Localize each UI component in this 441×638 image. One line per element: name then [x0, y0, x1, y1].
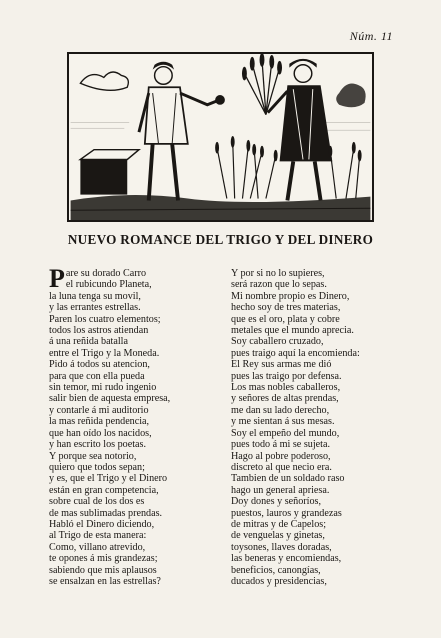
verse-line: Soy el empeño del mundo, — [231, 427, 340, 439]
verse-line: al Trigo de esta manera: — [49, 530, 147, 542]
verse-line: será razon que lo sepas. — [231, 279, 327, 291]
verse-line: ducados y presidencias, — [231, 575, 327, 587]
verse-line: y las errantes estrellas. — [49, 302, 141, 314]
verse-line: me dan su lado derecho, — [231, 404, 330, 416]
verse-line: están en gran competencia, — [49, 484, 159, 496]
verse-line: Tambien de un soldado raso — [231, 473, 345, 485]
verse-line: sabiendo que mis aplausos — [49, 564, 157, 576]
woodcut-illustration — [67, 52, 374, 222]
verse-line: toysones, llaves doradas, — [231, 541, 332, 553]
verse-line: que han oído los nacidos, — [49, 427, 152, 439]
verse-line: El Rey sus armas me dió — [231, 359, 332, 371]
verse-line: hago un general apriesa. — [231, 484, 330, 496]
verse-line: la mas reñida pendencia, — [49, 416, 150, 428]
verse-line: metales que el mundo aprecia. — [231, 325, 354, 337]
woodcut-scene-icon — [69, 54, 372, 220]
verse-line: Mi nombre propio es Dinero, — [231, 290, 350, 302]
verse-line: Los mas nobles caballeros, — [231, 382, 341, 394]
verse-line: entre el Trigo y la Moneda. — [49, 347, 160, 359]
verse-line: Habló el Dinero diciendo, — [49, 518, 155, 530]
verse-line: pues todo á mi se sujeta. — [231, 439, 330, 451]
left-column — [49, 264, 233, 587]
verse-line: puestos, lauros y grandezas — [231, 507, 342, 519]
verse-line: y me sientan á sus mesas. — [231, 416, 335, 428]
verse-line: salir bien de aquesta empresa, — [49, 393, 171, 405]
verse-line: Como, villano atrevido, — [49, 541, 146, 553]
verse-line: y es, que el Trigo y el Dinero — [49, 473, 168, 485]
verse-line: Soy caballero cruzado, — [231, 336, 324, 348]
right-column — [231, 268, 417, 587]
verse-line: beneficios, canongías, — [231, 564, 321, 576]
page-title: NUEVO ROMANCE DEL TRIGO Y DEL DINERO — [67, 232, 374, 247]
verse-line: sobre cual de los dos es — [49, 496, 145, 508]
verse-line: de mas sublimadas prendas. — [49, 507, 163, 519]
verse-line: Paren los cuatro elementos; — [49, 313, 161, 325]
verse-line: de mitras y de Capelos; — [231, 518, 327, 530]
verse-line: Hago al pobre poderoso, — [231, 450, 331, 462]
verse-line: quiero que todos sepan; — [49, 461, 145, 473]
verse-line: el rubicundo Planeta, — [65, 279, 152, 291]
verse-line: y señores de altas prendas, — [231, 393, 339, 405]
verse-line: Y por si no lo supieres, — [231, 268, 325, 279]
verse-line: para que con ella pueda — [49, 370, 145, 382]
verse-line: discreto al que necio era. — [231, 461, 332, 473]
verse-line: y han escrito los poetas. — [49, 439, 147, 451]
verse-line: Pido á todos su atencion, — [49, 359, 150, 371]
left-lines — [49, 279, 233, 587]
verse-line: se ensalzan en las estrellas? — [49, 575, 161, 587]
verse-line: sin temor, mi rudo ingenio — [49, 382, 157, 394]
verse-line: hecho soy de tres materias, — [231, 302, 341, 314]
verse-line: de venguelas y ginetas, — [231, 530, 325, 542]
right-lines — [231, 268, 417, 587]
verse-line: á una reñida batalla — [49, 336, 128, 348]
verse-line: que es el oro, plata y cobre — [231, 313, 340, 325]
verse-line: y contarle á mi auditorio — [49, 404, 149, 416]
first-line-text: are su dorado Carro — [65, 268, 147, 279]
verse-line: las beneras y encomiendas, — [231, 553, 342, 565]
verse-line: te opones á mis grandezas; — [49, 553, 158, 565]
page-number: Núm. 11 — [349, 29, 393, 43]
verse-line: la luna tenga su movil, — [49, 290, 141, 302]
verse-line: pues las traigo por defensa. — [231, 370, 342, 382]
verse-line: Doy dones y señoríos, — [231, 496, 321, 508]
verse-line: pues traigo aquí la encomienda: — [231, 347, 360, 359]
verse-line: Y porque sea notorio, — [49, 450, 137, 462]
dropcap: P — [49, 264, 65, 293]
verse-line: todos los astros atiendan — [49, 325, 149, 337]
